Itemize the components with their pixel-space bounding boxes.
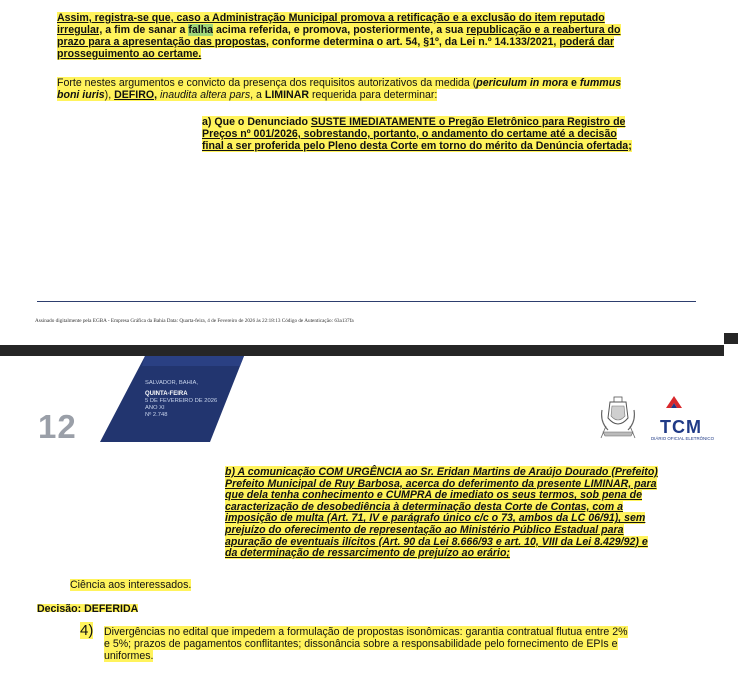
item-a-l3: final a ser proferida pelo Pleno desta Corte em torno do mérito da Denúncia ofertada bbox=[202, 140, 629, 152]
para1-line2-a: irregular bbox=[57, 24, 100, 36]
tcm-logo-text: TCM bbox=[660, 417, 702, 437]
item-a-l2: Preços nº 001/2026, sobrestando, portanto, o andamento do certame até a decisão bbox=[202, 128, 617, 140]
para2-l2-b: ), bbox=[104, 89, 115, 101]
para2-l1-d: fummus bbox=[579, 77, 622, 89]
para1-line2-b: , a fim de sanar a bbox=[99, 24, 189, 36]
coat-of-arms-icon bbox=[598, 396, 638, 440]
para2-l1-a: Forte nestes argumentos e convicto da presença dos requisitos autorizativos da medida ( bbox=[57, 77, 477, 89]
decisao-text: Decisão: DEFERIDA bbox=[37, 604, 138, 612]
para2-l2-h: requerida para determinar: bbox=[309, 89, 438, 101]
para2-line2 bbox=[57, 90, 437, 102]
item4-body bbox=[104, 627, 628, 662]
para1-line2 bbox=[57, 25, 621, 37]
header-city: SALVADOR, BAHIA, bbox=[145, 380, 198, 386]
para2-l2-f: , a bbox=[250, 89, 265, 101]
para1-line4-text: prosseguimento ao certame. bbox=[57, 48, 202, 60]
item-a-line1 bbox=[202, 117, 625, 129]
para2-l2-e: inaudita altera pars bbox=[160, 89, 251, 101]
item4-line3: uniformes. bbox=[104, 649, 154, 662]
para1-line2-e: republicação e a reabertura do bbox=[466, 24, 621, 36]
item-b-line4: caracterização de desobediência à determinação desta Corte de Contas, com a bbox=[225, 500, 624, 513]
page-break-marker bbox=[724, 333, 738, 344]
para2-line1 bbox=[57, 78, 621, 90]
ciencia-line bbox=[70, 580, 191, 592]
item4-line1: Divergências no edital que impedem a formulação de propostas isonômicas: garantia contratual flutua entre 2% bbox=[104, 626, 628, 638]
para2-l1-c: e bbox=[568, 77, 580, 89]
item4-line2: e 5%; prazos de pagamentos conflitantes; dissonância sobre a responsabilidade pelo fornecimento de EPIs e bbox=[104, 637, 618, 650]
item-a-l1-a: a) Que o Denunciado bbox=[202, 116, 311, 128]
para2-l1-b: periculum in mora bbox=[476, 77, 569, 89]
para2-l2-c: DEFIRO, bbox=[114, 89, 158, 101]
header-weekday: QUINTA-FEIRA bbox=[145, 391, 188, 397]
para1-line3-c: poderá dar bbox=[559, 36, 615, 48]
item-a-l3-end: ; bbox=[628, 140, 632, 152]
item-b-line3: que dela tenha conhecimento e CUMPRA de imediato os seus termos, sob pena de bbox=[225, 489, 642, 502]
item-b-line5: imposição de multa (Art. 71, IV e parágrafo único c/c o 73, ambos da LC 06/91), sem bbox=[225, 512, 646, 525]
header-date: 5 DE FEVEREIRO DE 2026 bbox=[145, 398, 218, 404]
footer-rule bbox=[37, 301, 696, 302]
para1-line1-text: Assim, registra-se que, caso a Administração Municipal promova a retificação e a exclusão do item reputado bbox=[57, 12, 605, 24]
page-number: 12 bbox=[38, 408, 77, 445]
item-b-line2: Prefeito Municipal de Ruy Barbosa, acerca do deferimento da presente LIMINAR, para bbox=[225, 477, 657, 490]
tcm-logo-icon bbox=[661, 395, 687, 415]
ciencia-text: Ciência aos interessados. bbox=[70, 579, 192, 591]
item4-number bbox=[80, 622, 93, 639]
item-b-line6: prejuízo do oferecimento de representação ao Ministério Público Estadual para bbox=[225, 523, 624, 536]
header-issue: Nº 2.748 bbox=[145, 412, 168, 418]
item-b-line8: da determinação de ressarcimento de prejuízo ao erário; bbox=[225, 547, 510, 560]
signature-footer: Assinado digitalmente pela EGBA - Empresa Gráfica da Bahia Data: Quarta-feira, 4 de Fevereiro de 2026 às 22:18:13 Código de Autenticação: 63a137fa bbox=[35, 318, 354, 324]
para1-line3-a: prazo para a apresentação das propostas bbox=[57, 36, 267, 48]
para1-line3 bbox=[57, 37, 614, 49]
tcm-logo-subtitle: DIÁRIO OFICIAL ELETRÔNICO bbox=[651, 436, 715, 441]
item4-number-text: 4) bbox=[80, 622, 94, 639]
page-break-band bbox=[0, 345, 724, 356]
para1-line4 bbox=[57, 49, 201, 61]
item-a-line2 bbox=[202, 129, 617, 141]
para1-line2-c: falha bbox=[188, 24, 214, 36]
para2-l2-g: LIMINAR bbox=[264, 89, 309, 101]
item-a-line3 bbox=[202, 141, 632, 153]
para1-line3-b: , conforme determina o art. 54, §1º, da Lei n.º 14.133/2021, bbox=[266, 36, 560, 48]
para2-l2-a: boni iuris bbox=[57, 89, 105, 101]
item-b-line1: b) A comunicação COM URGÊNCIA ao Sr. Eridan Martins de Araújo Dourado (Prefeito) bbox=[225, 466, 658, 478]
para1-line2-d: acima referida, e promova, posteriormente, a sua bbox=[213, 24, 467, 36]
item-a-l1-b: SUSTE IMEDIATAMENTE o Pregão Eletrônico para Registro de bbox=[310, 116, 626, 128]
item-b-line7: apuração de eventuais ilícitos (Art. 90 da Lei 8.666/93 e art. 10, VIII da Lei 8.429/92) e bbox=[225, 535, 648, 548]
para1-line1 bbox=[57, 13, 605, 25]
decisao-clip bbox=[37, 604, 147, 612]
item-b bbox=[225, 467, 658, 560]
header-year: ANO XI bbox=[145, 405, 165, 411]
